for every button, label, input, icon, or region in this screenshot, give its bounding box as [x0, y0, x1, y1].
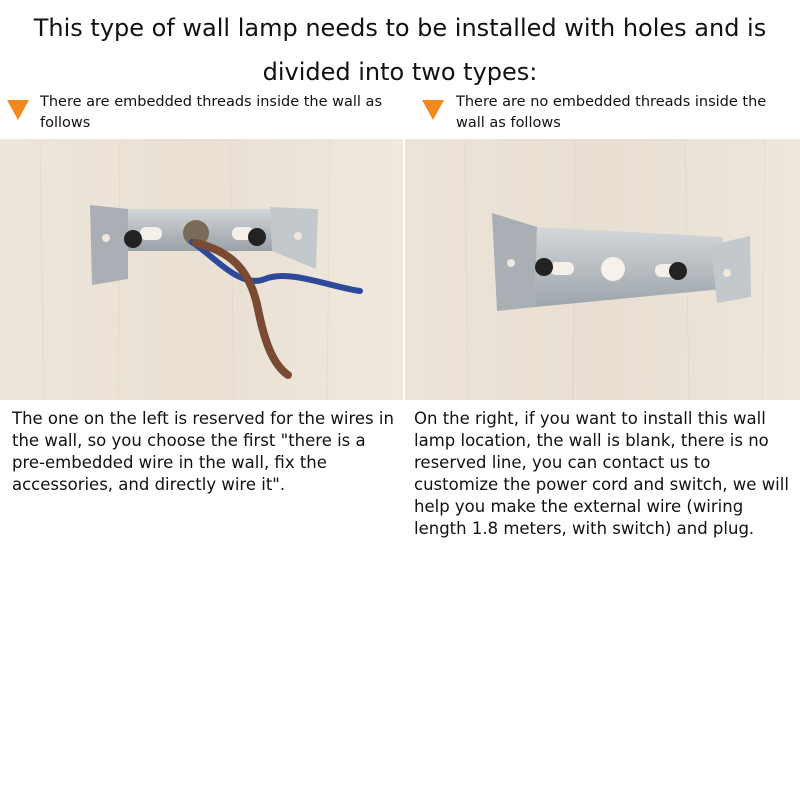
right-section-label: There are no embedded threads inside the wall as follows: [456, 94, 767, 131]
embedded-wire-photo: [0, 139, 403, 400]
title-line-1: This type of wall lamp needs to be installed with holes and is: [33, 14, 767, 42]
triangle-marker-icon: [7, 100, 29, 120]
left-section-label: There are embedded threads inside the wall as follows: [40, 94, 382, 131]
triangle-marker-icon: [422, 100, 444, 120]
page-title: [0, 6, 800, 94]
no-embedded-wire-photo: [405, 139, 800, 400]
wall-background: [0, 139, 403, 400]
right-description: On the right, if you want to install this wall lamp location, the wall is blank, there is no reserved line, you can contact us to customize the power cord and switch, we will help you make the external wire (wiring length 1.8 meters, with switch) and plug.: [414, 409, 789, 538]
left-description: The one on the left is reserved for the wires in the wall, so you choose the first "there is a pre-embedded wire in the wall, fix the accessories, and directly wire it".: [12, 409, 394, 494]
title-line-2: divided into two types:: [262, 58, 538, 86]
